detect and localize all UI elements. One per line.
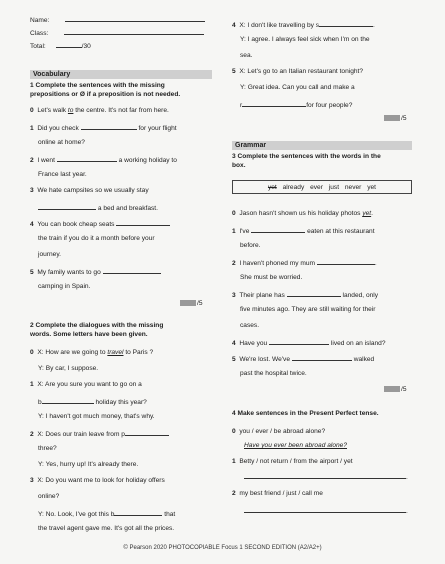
item-text: holiday this year? xyxy=(95,399,147,406)
example-answer: to xyxy=(67,107,74,114)
grammar-item-4 xyxy=(232,338,386,348)
pp-item-2-line: . xyxy=(244,506,408,516)
example-answer: yet xyxy=(362,210,372,217)
class-row xyxy=(30,28,204,38)
grammar-item-0 xyxy=(232,210,373,218)
item-text: X: How are we going to xyxy=(37,349,108,356)
item-text: b xyxy=(38,399,42,406)
item-text: . xyxy=(371,210,373,217)
total-row xyxy=(30,41,91,51)
answer-line[interactable] xyxy=(244,506,406,513)
item-text: a bed and breakfast. xyxy=(97,205,158,212)
grammar-item-3-cont: five minutes ago. They are still waiting for their xyxy=(240,306,376,313)
answer-blank[interactable] xyxy=(38,203,96,210)
score-max: /5 xyxy=(401,386,407,393)
item-number: 1 xyxy=(232,458,236,465)
item-number: 2 xyxy=(232,490,236,497)
dialogue-2-x xyxy=(30,429,169,439)
answer-blank[interactable] xyxy=(242,100,306,107)
item-text: that xyxy=(164,511,176,518)
item-text: Y: No. Look, I've got this b xyxy=(38,511,115,518)
dialogue-1-x2 xyxy=(38,397,147,407)
box-word-crossed: yet xyxy=(267,184,277,191)
dialogue-1-y: Y: I haven't got much money, that's why. xyxy=(38,413,155,420)
item-text: r xyxy=(240,102,243,109)
answer-blank[interactable] xyxy=(269,338,329,345)
item-text: the centre. It's not far from here. xyxy=(73,107,169,114)
pp-item-1-line: . xyxy=(244,472,408,482)
vocab-item-1-cont: online at home? xyxy=(38,139,85,146)
box-word: just xyxy=(328,184,340,191)
pp-item-0 xyxy=(232,428,325,436)
item-number: 1 xyxy=(30,125,34,132)
item-number: 0 xyxy=(30,349,34,356)
name-row xyxy=(30,15,205,25)
dialogue-0-x xyxy=(30,349,153,357)
answer-blank[interactable] xyxy=(287,290,341,297)
pp-example-answer: Have you ever been abroad alone? xyxy=(244,442,348,449)
item-text: I've xyxy=(239,228,250,235)
item-number: 2 xyxy=(30,157,34,164)
total-field[interactable] xyxy=(56,41,82,48)
item-text: Jason hasn't shown us his holiday photos xyxy=(239,210,363,217)
answer-blank[interactable] xyxy=(292,354,352,361)
item-text: eaten at this restaurant xyxy=(307,228,375,235)
vocabulary-title: Vocabulary xyxy=(33,71,71,78)
grammar-item-3 xyxy=(232,290,378,300)
grammar-instruction: 3 Complete the sentences with the words in the xyxy=(232,153,381,160)
box-word: already xyxy=(282,184,305,191)
grammar-item-1 xyxy=(232,226,375,236)
answer-blank[interactable] xyxy=(125,429,169,436)
dialogue-3-y xyxy=(38,509,175,519)
name-field[interactable] xyxy=(65,15,205,22)
dialogues-instruction-2: words. Some letters have been given. xyxy=(30,331,148,338)
class-field[interactable] xyxy=(64,28,204,35)
item-text: landed, only xyxy=(342,292,379,299)
item-text: my best friend / just / call me xyxy=(239,490,323,497)
item-number: 4 xyxy=(232,340,236,347)
answer-blank[interactable] xyxy=(42,397,94,404)
answer-line[interactable] xyxy=(244,472,406,479)
box-word: yet xyxy=(367,184,377,191)
item-text: X: Are you sure you want to go on a xyxy=(37,381,142,388)
answer-blank[interactable] xyxy=(251,226,305,233)
dialogues-score xyxy=(384,115,407,123)
score-bar xyxy=(384,386,400,392)
item-number: 2 xyxy=(232,260,236,267)
item-number: 0 xyxy=(232,210,236,217)
copyright-footer: © Pearson 2020 PHOTOCOPIABLE Focus 1 SECOND EDITION (A2/A2+) xyxy=(123,545,322,551)
vocab-item-1 xyxy=(30,123,177,133)
score-max: /5 xyxy=(401,115,407,122)
item-text: walked xyxy=(353,356,375,363)
item-text: I went xyxy=(37,157,55,164)
dialogue-5-y: Y: Great idea. Can you call and make a xyxy=(240,84,355,91)
item-text: Have you xyxy=(239,340,268,347)
vocab-item-5-cont: camping in Spain. xyxy=(38,283,91,290)
dialogue-4-y2: sea. xyxy=(240,52,253,59)
total-label: Total: xyxy=(30,43,46,50)
score-max: /5 xyxy=(197,300,203,307)
item-text: My family wants to go xyxy=(37,269,101,276)
grammar-item-2 xyxy=(232,258,377,268)
vocab-item-4 xyxy=(30,219,170,229)
dialogue-5-y2 xyxy=(240,100,352,110)
item-text: Did you check xyxy=(37,125,79,132)
grammar-item-1-cont: before. xyxy=(240,242,261,249)
vocab-item-3 xyxy=(30,187,149,195)
answer-blank[interactable] xyxy=(81,123,137,130)
answer-blank[interactable] xyxy=(103,267,161,274)
item-text: X: Does our train leave from p xyxy=(37,431,125,438)
score-bar xyxy=(180,300,196,306)
dialogue-4-x: 4 X: I don't like travelling by s . xyxy=(232,22,375,29)
item-text: You can book cheap seats xyxy=(37,221,115,228)
item-text: to Paris ? xyxy=(123,349,154,356)
item-number: 4 xyxy=(232,22,236,29)
present-perfect-instruction: 4 Make sentences in the Present Perfect tense. xyxy=(232,410,379,417)
answer-blank[interactable] xyxy=(317,258,375,265)
dialogue-4-y: Y: I agree. I always feel sick when I'm on the xyxy=(240,36,370,43)
item-number: 5 xyxy=(232,356,236,363)
item-text: X: Do you want me to look for holiday offers xyxy=(37,477,165,484)
grammar-item-5-cont: past the hospital twice. xyxy=(240,370,307,377)
item-number: 5 xyxy=(30,269,34,276)
vocab-item-4-cont: the train if you do it a month before your xyxy=(38,235,155,242)
vocab-item-5 xyxy=(30,267,161,277)
dialogue-5-x xyxy=(232,68,363,76)
item-number: 0 xyxy=(30,107,34,114)
answer-blank[interactable] xyxy=(114,509,162,516)
vocab-item-3-cont xyxy=(38,203,158,213)
dialogue-0-y: Y: By car, I suppose. xyxy=(38,365,99,372)
dialogue-3-y3: the travel agent gave me. It's got all the prices. xyxy=(38,525,175,532)
pp-item-2 xyxy=(232,490,323,498)
item-text: X: Let's go to an Italian restaurant tonight? xyxy=(239,68,364,75)
answer-blank[interactable] xyxy=(319,20,373,27)
item-number: 0 xyxy=(232,428,236,435)
vocabulary-instruction-2: prepositions or Ø if a preposition is not needed. xyxy=(30,91,181,98)
class-label: Class: xyxy=(30,30,49,37)
dialogue-2-x2: three? xyxy=(38,445,57,452)
vocab-item-2-cont: France last year. xyxy=(38,171,87,178)
example-answer: travel xyxy=(107,349,124,356)
pp-item-1 xyxy=(232,458,353,466)
item-text: you / ever / be abroad alone? xyxy=(239,428,326,435)
answer-blank[interactable] xyxy=(57,155,117,162)
item-text: a working holiday to xyxy=(118,157,177,164)
grammar-item-5 xyxy=(232,354,374,364)
answer-blank[interactable] xyxy=(116,219,170,226)
grammar-score xyxy=(384,386,407,394)
grammar-bar xyxy=(232,141,412,150)
vocabulary-instruction: 1 Complete the sentences with the missing xyxy=(30,82,165,89)
grammar-item-2-cont: She must be worried. xyxy=(240,274,303,281)
vocabulary-score xyxy=(180,300,203,308)
item-text: We hate campsites so we usually stay xyxy=(37,187,149,194)
grammar-item-3-cont2: cases. xyxy=(240,322,260,329)
item-number: 2 xyxy=(30,431,34,438)
item-text: for your flight xyxy=(138,125,177,132)
grammar-title: Grammar xyxy=(235,142,267,149)
box-word: never xyxy=(344,184,362,191)
vocab-item-2 xyxy=(30,155,177,165)
grammar-instruction-2: box. xyxy=(232,162,246,169)
item-text: I haven't phoned my mum xyxy=(239,260,316,267)
word-box xyxy=(232,180,412,194)
item-text: Their plane has xyxy=(239,292,285,299)
item-text: lived on an island? xyxy=(330,340,386,347)
total-max: /30 xyxy=(81,43,91,50)
dialogue-3-x2: online? xyxy=(38,493,60,500)
item-text: We're lost. We've xyxy=(239,356,290,363)
item-text: Let's walk xyxy=(37,107,68,114)
score-bar xyxy=(384,115,400,121)
dialogues-instruction: 2 Complete the dialogues with the missing xyxy=(30,322,164,329)
dialogue-1-x xyxy=(30,381,142,389)
item-text: . xyxy=(374,260,377,267)
item-number: 3 xyxy=(232,292,236,299)
item-number: 3 xyxy=(30,187,34,194)
vocab-item-0 xyxy=(30,107,169,115)
item-text: X: I don't like travelling by s xyxy=(239,22,320,29)
dialogue-2-y: Y: Yes, hurry up! It's already there. xyxy=(38,461,139,468)
item-number: 5 xyxy=(232,68,236,75)
vocab-item-4-cont2: journey. xyxy=(38,251,61,258)
vocabulary-bar xyxy=(30,70,212,79)
box-word: ever xyxy=(310,184,323,191)
item-text: Betty / not return / from the airport / yet xyxy=(239,458,353,465)
item-number: 3 xyxy=(30,477,34,484)
name-label: Name: xyxy=(30,17,50,24)
dialogue-3-x xyxy=(30,477,165,485)
item-number: 4 xyxy=(30,221,34,228)
item-number: 1 xyxy=(30,381,34,388)
item-text: for four people? xyxy=(306,102,353,109)
item-number: 1 xyxy=(232,228,236,235)
